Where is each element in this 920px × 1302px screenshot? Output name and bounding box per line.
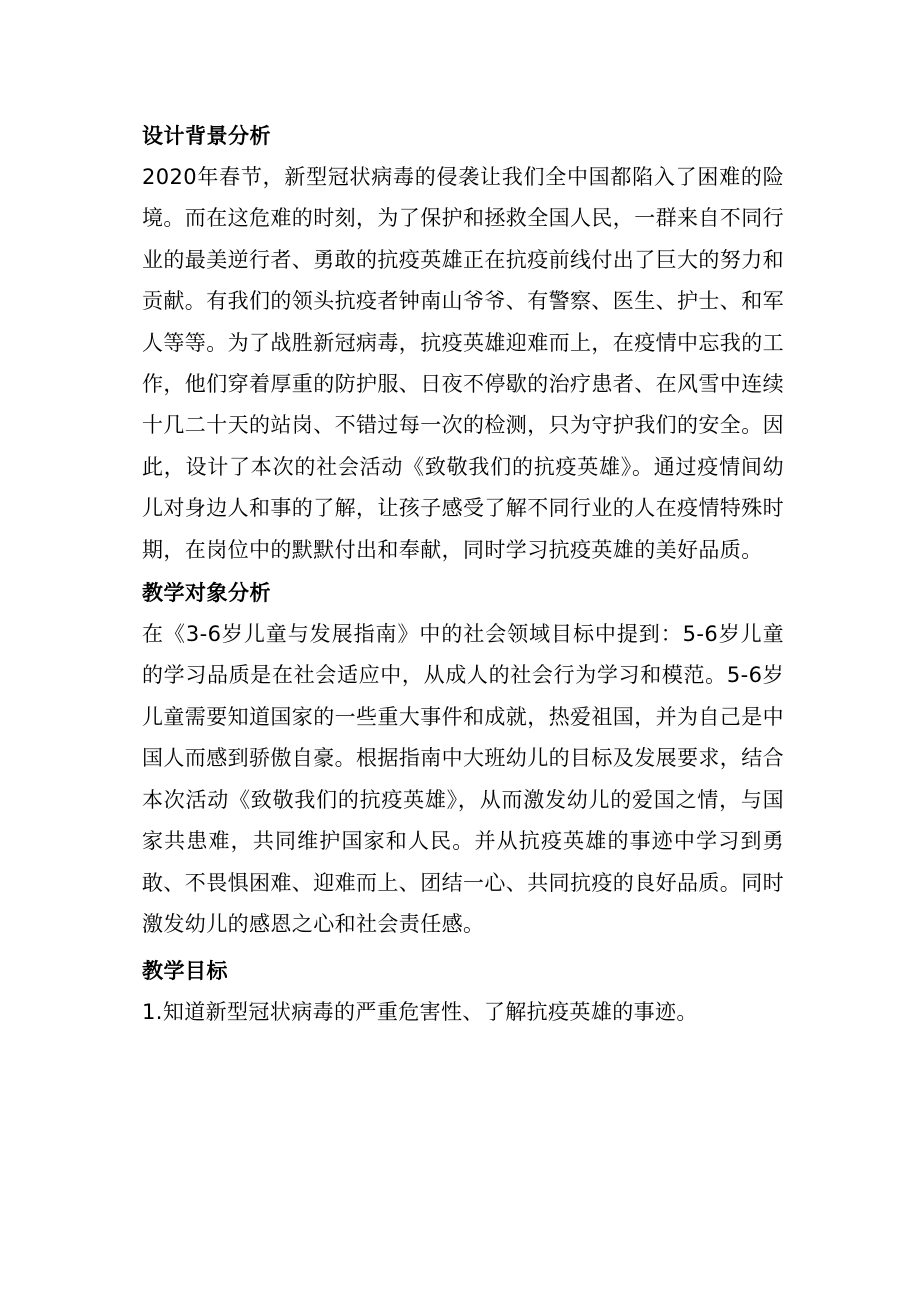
- teaching-goal-item: 1.知道新型冠状病毒的严重危害性、了解抗疫英雄的事迹。: [142, 1000, 698, 1025]
- section-paragraph-audience-analysis: 在《3-6岁儿童与发展指南》中的社会领域目标中提到：5-6岁儿童的学习品质是在社会适应中，从成人的社会行为学习和模范。5-6岁儿童需要知道国家的一些重大事件和成就，热爱祖国，并为自己是中国人而感到骄傲自豪。根据指南中大班幼儿的目标及发展要求，结合本次活动《致敬我们的抗疫英雄》，从而激发幼儿的爱国之情，与国家共患难，共同维护国家和人民。并从抗疫英雄的事迹中学习到勇敢、不畏惧困难、迎难而上、团结一心、共同抗疫的良好品质。同时激发幼儿的感恩之心和社会责任感。: [142, 622, 784, 936]
- section-heading-audience-analysis: 教学对象分析: [142, 581, 271, 606]
- document-page: [142, 118, 784, 1033]
- section-paragraph-design-background: 2020年春节，新型冠状病毒的侵袭让我们全中国都陷入了困难的险境。而在这危难的时刻，为了保护和拯救全国人民，一群来自不同行业的最美逆行者、勇敢的抗疫英雄正在抗疫前线付出了巨大的努力和贡献。有我们的领头抗疫者钟南山爷爷、有警察、医生、护士、和军人等等。为了战胜新冠病毒，抗疫英雄迎难而上，在疫情中忘我的工作，他们穿着厚重的防护服、日夜不停歇的治疗患者、在风雪中连续十几二十天的站岗、不错过每一次的检测，只为守护我们的安全。因此，设计了本次的社会活动《致敬我们的抗疫英雄》。通过疫情间幼儿对身边人和事的了解，让孩子感受了解不同行业的人在疫情特殊时期，在岗位中的默默付出和奉献，同时学习抗疫英雄的美好品质。: [142, 165, 784, 562]
- section-heading-design-background: 设计背景分析: [142, 124, 271, 148]
- section-heading-teaching-goals: 教学目标: [142, 959, 228, 984]
